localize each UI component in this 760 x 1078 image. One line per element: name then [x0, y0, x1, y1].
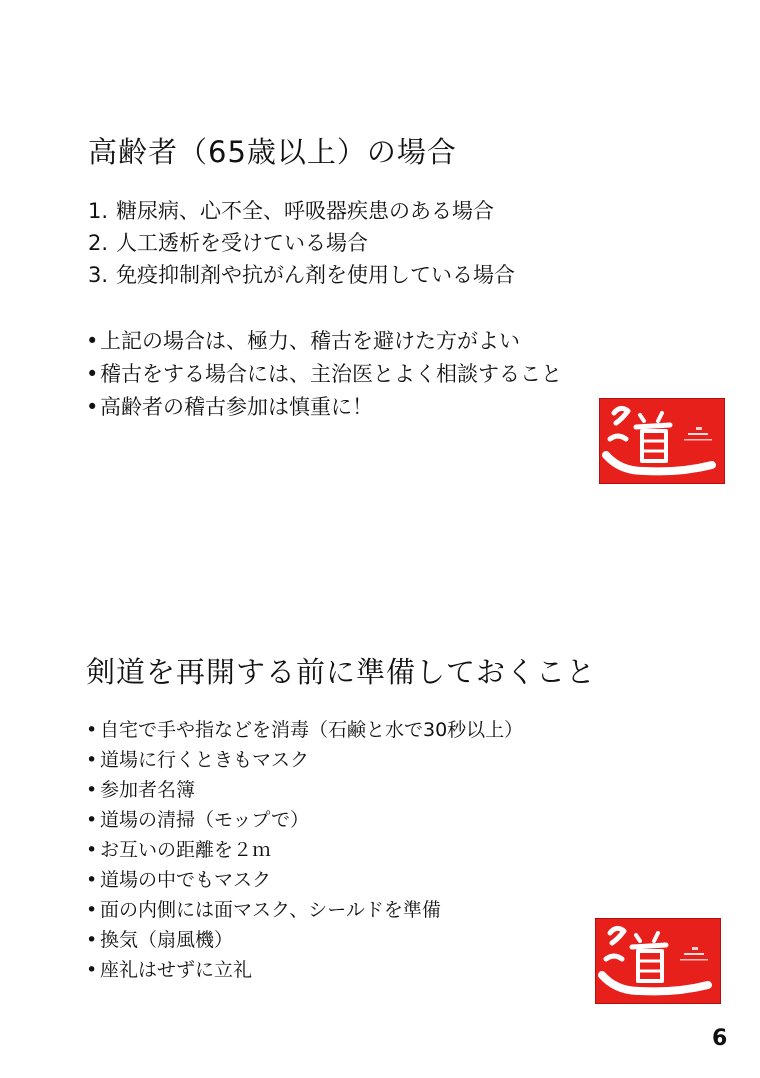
- page-number: 6: [712, 1026, 728, 1051]
- list-number: 1.: [88, 199, 109, 223]
- list-number: 3.: [88, 263, 109, 287]
- kendo-logo: [599, 398, 725, 484]
- list-item-text: 座礼はせずに立礼: [100, 959, 253, 981]
- michi-brush-icon: [596, 919, 720, 1003]
- list-item-text: 面の内側には面マスク、シールドを準備: [100, 899, 441, 921]
- list-item-text: 稽古をする場合には、主治医とよく相談すること: [100, 362, 562, 386]
- section-title-elderly: 高齢者（65歳以上）の場合: [88, 135, 457, 169]
- bullet-icon: •: [86, 809, 98, 831]
- preparation-list: [86, 715, 523, 985]
- note-list: [86, 325, 562, 424]
- list-item: [86, 715, 523, 745]
- bullet-icon: •: [86, 362, 99, 386]
- bullet-icon: •: [86, 749, 98, 771]
- list-item: [86, 955, 523, 985]
- list-number: 2.: [88, 231, 109, 255]
- list-item: [86, 925, 523, 955]
- list-item-text: 人工透析を受けている場合: [116, 231, 368, 255]
- list-item: [86, 358, 562, 391]
- bullet-icon: •: [86, 779, 98, 801]
- list-item-text: 自宅で手や指などを消毒（石鹸と水で30秒以上）: [100, 719, 524, 741]
- bullet-icon: •: [86, 839, 98, 861]
- list-item-text: 参加者名簿: [100, 779, 196, 801]
- list-item-text: 道場の中でもマスク: [100, 869, 272, 891]
- list-item: [88, 259, 515, 291]
- list-item-text: 免疫抑制剤や抗がん剤を使用している場合: [116, 263, 515, 287]
- list-item: [86, 775, 523, 805]
- kendo-logo: [595, 918, 721, 1004]
- list-item-text: 糖尿病、心不全、呼吸器疾患のある場合: [116, 199, 494, 223]
- list-item: [86, 325, 562, 358]
- bullet-icon: •: [86, 329, 99, 353]
- list-item-text: 高齢者の稽古参加は慎重に！: [100, 395, 373, 419]
- bullet-icon: •: [86, 719, 98, 741]
- condition-list: [88, 195, 515, 291]
- list-item: [86, 865, 523, 895]
- list-item: [88, 227, 515, 259]
- michi-brush-icon: [600, 399, 724, 483]
- list-item: [86, 391, 562, 424]
- section-title-preparation: 剣道を再開する前に準備しておくこと: [86, 655, 597, 689]
- bullet-icon: •: [86, 899, 98, 921]
- list-item-text: 道場に行くときもマスク: [100, 749, 310, 771]
- list-item: [86, 835, 523, 865]
- list-item: [86, 745, 523, 775]
- bullet-icon: •: [86, 869, 98, 891]
- list-item: [86, 895, 523, 925]
- list-item-text: 換気（扇風機）: [100, 929, 234, 951]
- list-item-text: 道場の清掃（モップで）: [100, 809, 310, 831]
- bullet-icon: •: [86, 959, 98, 981]
- list-item: [86, 805, 523, 835]
- list-item-text: お互いの距離を２ｍ: [100, 839, 272, 861]
- list-item: [88, 195, 515, 227]
- list-item-text: 上記の場合は、極力、稽古を避けた方がよい: [100, 329, 520, 353]
- bullet-icon: •: [86, 395, 99, 419]
- bullet-icon: •: [86, 929, 98, 951]
